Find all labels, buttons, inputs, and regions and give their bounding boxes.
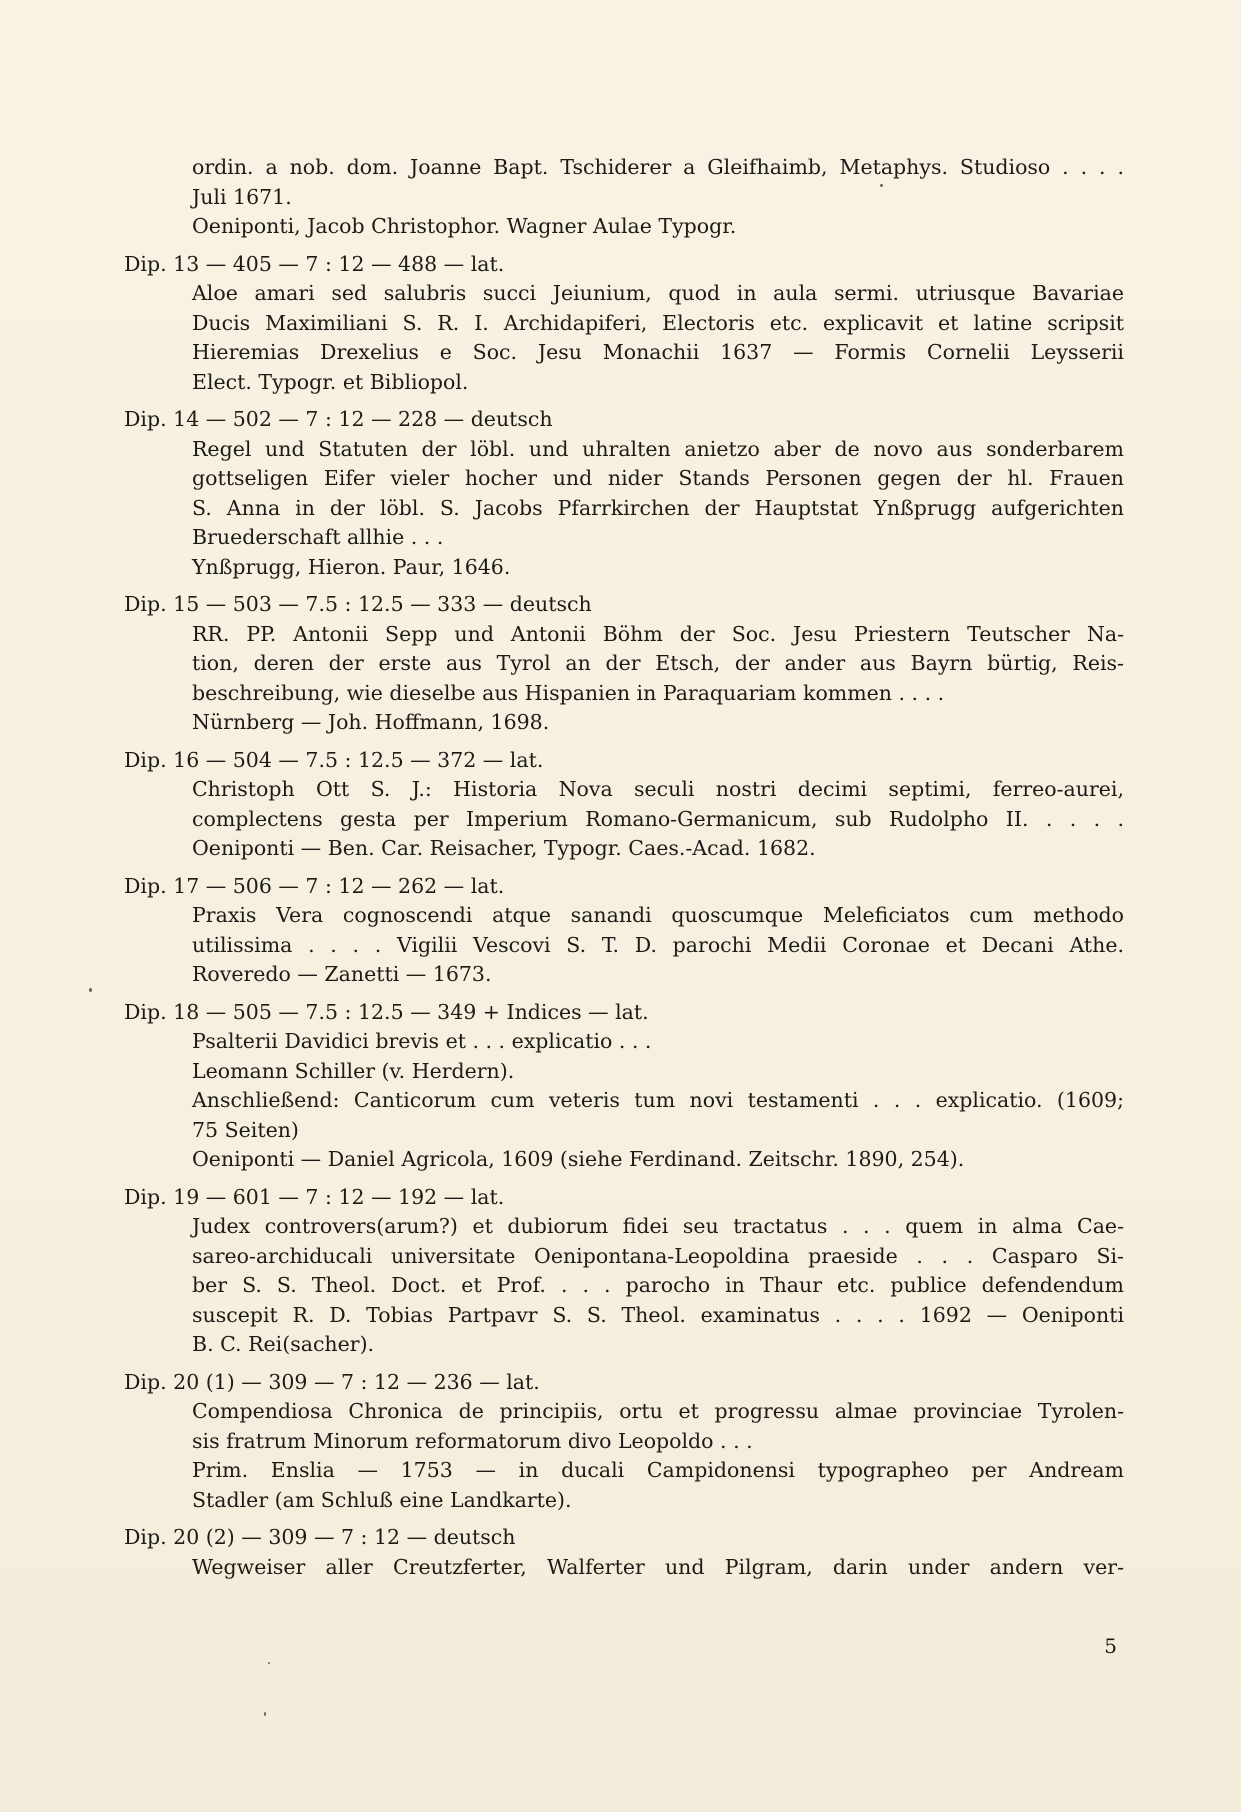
catalog-entry bbox=[124, 590, 1124, 738]
entry-header: Dip. 19 — 601 — 7 : 12 — 192 — lat. bbox=[124, 1184, 505, 1209]
entry-line: sis fratrum Minorum reformatorum divo Leopoldo . . . bbox=[192, 1428, 753, 1453]
entry-header: Dip. 20 (2) — 309 — 7 : 12 — deutsch bbox=[124, 1525, 516, 1549]
entry-line: Ducis Maximiliani S. R. I. Archidapiferi, Electoris etc. explicavit et latine scripsit bbox=[192, 310, 1124, 335]
entry-line: Regel und Statuten der löbl. und uhralten anietzo aber de novo aus sonderbarem bbox=[192, 436, 1124, 461]
scan-speck bbox=[880, 184, 883, 187]
entry-line: Prim. Enslia — 1753 — in ducali Campidonensi typographeo per Andream bbox=[192, 1458, 1124, 1482]
entry-line: ber S. S. Theol. Doct. et Prof. . . . parocho in Thaur etc. publice defendendum bbox=[192, 1273, 1124, 1297]
catalog-entry bbox=[124, 746, 1124, 864]
entry-line: 75 Seiten) bbox=[192, 1117, 299, 1142]
entry-line: Anschließend: Canticorum cum veteris tum novi testamenti . . . explicatio. (1609; bbox=[192, 1088, 1124, 1112]
entry-line: Nürnberg — Joh. Hoffmann, 1698. bbox=[192, 710, 550, 734]
entry-line: Wegweiser aller Creutzferter, Walferter und Pilgram, darin under andern ver- bbox=[192, 1554, 1124, 1579]
catalog-entry bbox=[124, 1523, 1124, 1582]
entry-line: Stadler (am Schluß eine Landkarte). bbox=[192, 1487, 572, 1512]
catalog-entry bbox=[124, 405, 1124, 582]
entry-line: Judex controvers(arum?) et dubiorum fidei seu tractatus . . . quem in alma Cae- bbox=[192, 1214, 1124, 1238]
entry-line: Elect. Typogr. et Bibliopol. bbox=[192, 369, 469, 394]
entry-line: Oeniponti — Ben. Car. Reisacher, Typogr. Caes.-Acad. 1682. bbox=[192, 836, 816, 860]
entry-line: beschreibung, wie dieselbe aus Hispanien in Paraquariam kommen . . . . bbox=[192, 680, 945, 705]
entry-line: utilissima . . . . Vigilii Vescovi S. T. D. parochi Medii Coronae et Decani Athe. bbox=[192, 932, 1124, 957]
entry-line: tion, deren der erste aus Tyrol an der Etsch, der ander aus Bayrn bürtig, Reis- bbox=[192, 651, 1124, 675]
catalog-text bbox=[124, 153, 1124, 1582]
entry-line: Leomann Schiller (v. Herdern). bbox=[192, 1058, 515, 1083]
entry-line: ordin. a nob. dom. Joanne Bapt. Tschiderer a Gleifhaimb, Metaphys. Studioso . . . . bbox=[192, 155, 1124, 179]
page-number: 5 bbox=[1104, 1634, 1117, 1658]
scan-speck bbox=[264, 1712, 266, 1716]
entry-line: S. Anna in der löbl. S. Jacobs Pfarrkirchen der Hauptstat Ynßprugg aufgerichten bbox=[192, 495, 1124, 520]
entry-line: suscepit R. D. Tobias Partpavr S. S. Theol. examinatus . . . . 1692 — Oeniponti bbox=[192, 1302, 1124, 1327]
entry-line: Christoph Ott S. J.: Historia Nova seculi nostri decimi septimi, ferreo-aurei, bbox=[192, 777, 1124, 801]
entry-line: complectens gesta per Imperium Romano-Germanicum, sub Rudolpho II. . . . . bbox=[192, 806, 1124, 831]
catalog-entry bbox=[124, 153, 1124, 242]
catalog-entry bbox=[124, 1368, 1124, 1516]
entry-header: Dip. 16 — 504 — 7.5 : 12.5 — 372 — lat. bbox=[124, 747, 544, 772]
scan-speck bbox=[268, 1662, 270, 1664]
entry-line: Hieremias Drexelius e Soc. Jesu Monachii 1637 — Formis Cornelii Leysserii bbox=[192, 340, 1124, 364]
scan-speck bbox=[89, 988, 92, 992]
catalog-entry bbox=[124, 872, 1124, 990]
entry-line: Oeniponti, Jacob Christophor. Wagner Aulae Typogr. bbox=[192, 214, 737, 238]
entry-line: Juli 1671. bbox=[192, 184, 292, 209]
entry-line: Compendiosa Chronica de principiis, ortu et progressu almae provinciae Tyrolen- bbox=[192, 1399, 1124, 1423]
entry-header: Dip. 20 (1) — 309 — 7 : 12 — 236 — lat. bbox=[124, 1369, 540, 1394]
entry-header: Dip. 14 — 502 — 7 : 12 — 228 — deutsch bbox=[124, 407, 553, 431]
entry-line: Oeniponti — Daniel Agricola, 1609 (siehe Ferdinand. Zeitschr. 1890, 254). bbox=[192, 1147, 965, 1171]
entry-line: Psalterii Davidici brevis et . . . explicatio . . . bbox=[192, 1029, 652, 1053]
catalog-entry bbox=[124, 998, 1124, 1175]
entry-header: Dip. 18 — 505 — 7.5 : 12.5 — 349 + Indices — lat. bbox=[124, 999, 649, 1024]
entry-header: Dip. 13 — 405 — 7 : 12 — 488 — lat. bbox=[124, 251, 505, 276]
entry-line: B. C. Rei(sacher). bbox=[192, 1332, 375, 1356]
entry-header: Dip. 15 — 503 — 7.5 : 12.5 — 333 — deutsch bbox=[124, 592, 592, 616]
entry-line: Ynßprugg, Hieron. Paur, 1646. bbox=[192, 554, 511, 579]
entry-line: Praxis Vera cognoscendi atque sanandi quoscumque Meleficiatos cum methodo bbox=[192, 903, 1124, 927]
entry-line: Roveredo — Zanetti — 1673. bbox=[192, 962, 492, 986]
entry-line: RR. PP. Antonii Sepp und Antonii Böhm der Soc. Jesu Priestern Teutscher Na- bbox=[192, 621, 1124, 646]
entry-line: Bruederschaft allhie . . . bbox=[192, 525, 444, 549]
entry-line: gottseligen Eifer vieler hocher und nider Stands Personen gegen der hl. Frauen bbox=[192, 466, 1124, 490]
entry-line: sareo-archiducali universitate Oenipontana-Leopoldina praeside . . . Casparo Si- bbox=[192, 1243, 1124, 1268]
entry-header: Dip. 17 — 506 — 7 : 12 — 262 — lat. bbox=[124, 873, 505, 898]
catalog-entry bbox=[124, 1183, 1124, 1360]
catalog-entry bbox=[124, 250, 1124, 398]
entry-line: Aloe amari sed salubris succi Jeiunium, quod in aula sermi. utriusque Bavariae bbox=[192, 281, 1124, 305]
